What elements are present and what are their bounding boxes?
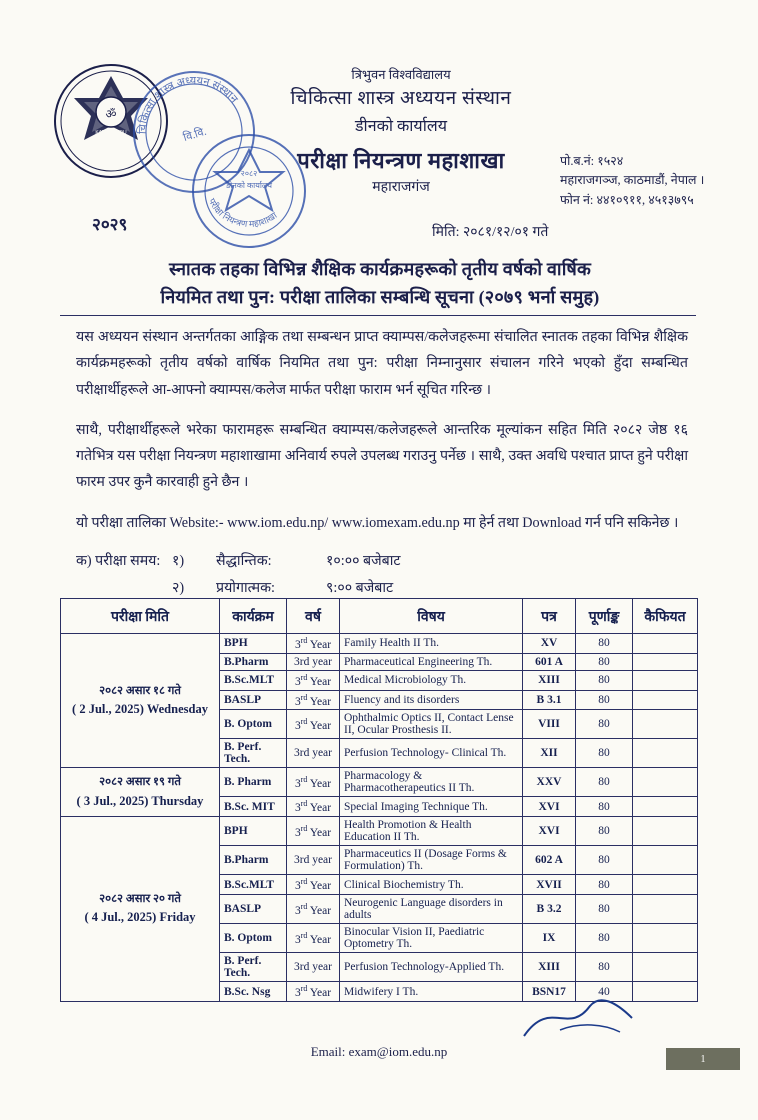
cell-program: BASLP xyxy=(220,895,287,924)
cell-full-marks: 80 xyxy=(576,817,633,846)
cell-paper: XV xyxy=(523,634,576,654)
svg-text:KATHMANDU: KATHMANDU xyxy=(95,130,127,136)
cell-program: B. Perf. Tech. xyxy=(220,739,287,768)
table-head xyxy=(61,599,698,634)
cell-program: B.Sc.MLT xyxy=(220,875,287,895)
cell-paper: 601 A xyxy=(523,653,576,670)
exam-date-cell xyxy=(61,817,220,1002)
table-header-row xyxy=(61,599,698,634)
cell-full-marks: 80 xyxy=(576,953,633,982)
cell-paper: B 3.2 xyxy=(523,895,576,924)
svg-text:चिकित्सा शास्त्र अध्ययन संस्था: चिकित्सा शास्त्र अध्ययन संस्थान xyxy=(136,74,240,135)
cell-subject: Perfusion Technology- Clinical Th. xyxy=(340,739,523,768)
cell-program: B. Optom xyxy=(220,924,287,953)
cell-year: 3rd year xyxy=(287,739,340,768)
cell-year: 3rd Year xyxy=(287,895,340,924)
cell-year: 3rd year xyxy=(287,846,340,875)
cell-subject: Medical Microbiology Th. xyxy=(340,670,523,690)
cell-remarks xyxy=(633,768,698,797)
table-body xyxy=(61,634,698,1002)
cell-program: B. Optom xyxy=(220,710,287,739)
document-header xyxy=(0,0,758,250)
cell-program: BPH xyxy=(220,817,287,846)
place-name: महाराजगंज xyxy=(372,180,430,196)
cell-full-marks: 80 xyxy=(576,924,633,953)
svg-text:वि.वि.: वि.वि. xyxy=(181,125,208,145)
svg-text:२०८२: २०८२ xyxy=(240,169,258,178)
cell-paper: XIII xyxy=(523,953,576,982)
exam-date-nepali: २०८२ असार १८ गते xyxy=(99,684,181,697)
cell-year: 3rd Year xyxy=(287,670,340,690)
header-titles xyxy=(236,66,566,198)
page-number-badge: 1 xyxy=(666,1048,740,1070)
cell-year: 3rd Year xyxy=(287,797,340,817)
seal-year: २०२९ xyxy=(92,215,128,234)
cell-full-marks: 80 xyxy=(576,670,633,690)
exam-date-english: ( 3 Jul., 2025) Thursday xyxy=(76,793,204,808)
svg-text:ॐ: ॐ xyxy=(105,107,117,121)
cell-paper: XVI xyxy=(523,797,576,817)
cell-subject: Ophthalmic Optics II, Contact Lense II, Ocular Prosthesis II. xyxy=(340,710,523,739)
cell-remarks xyxy=(633,846,698,875)
cell-subject: Fluency and its disorders xyxy=(340,690,523,710)
university-name: त्रिभुवन विश्वविद्यालय xyxy=(351,67,451,82)
cell-full-marks: 80 xyxy=(576,634,633,654)
th-remarks: कैफियत xyxy=(633,599,698,634)
cell-paper: B 3.1 xyxy=(523,690,576,710)
cell-program: B. Pharm xyxy=(220,768,287,797)
cell-remarks xyxy=(633,982,698,1002)
cell-year: 3rd year xyxy=(287,953,340,982)
cell-year: 3rd Year xyxy=(287,634,340,654)
cell-remarks xyxy=(633,797,698,817)
table-row xyxy=(61,634,698,654)
cell-remarks xyxy=(633,670,698,690)
cell-program: B.Sc.MLT xyxy=(220,670,287,690)
cell-paper: BSN17 xyxy=(523,982,576,1002)
exam-time-value-2: ९:०० बजेबाट xyxy=(326,579,394,596)
cell-paper: XIII xyxy=(523,670,576,690)
cell-remarks xyxy=(633,690,698,710)
cell-program: BASLP xyxy=(220,690,287,710)
cell-remarks xyxy=(633,817,698,846)
footer-email: Email: exam@iom.edu.np xyxy=(310,1044,448,1059)
cell-year: 3rd Year xyxy=(287,982,340,1002)
table-row xyxy=(61,817,698,846)
exam-date-nepali: २०८२ असार २० गते xyxy=(99,893,181,906)
cell-program: B.Pharm xyxy=(220,846,287,875)
cell-year: 3rd year xyxy=(287,653,340,670)
page-title-line-2: नियमित तथा पुन: परीक्षा तालिका सम्बन्धि सूचना (२०७९ भर्ना समुह) xyxy=(160,286,600,307)
cell-paper: 602 A xyxy=(523,846,576,875)
cell-remarks xyxy=(633,653,698,670)
cell-full-marks: 80 xyxy=(576,895,633,924)
cell-subject: Family Health II Th. xyxy=(340,634,523,654)
exam-time-value-1: १०:०० बजेबाट xyxy=(326,553,401,569)
title-divider xyxy=(60,315,696,316)
exam-time-num-1: १) xyxy=(172,553,185,569)
exam-date-english: ( 4 Jul., 2025) Friday xyxy=(84,910,196,925)
cell-year: 3rd Year xyxy=(287,768,340,797)
cell-paper: VIII xyxy=(523,710,576,739)
page-title xyxy=(60,256,700,316)
signature-icon xyxy=(520,992,640,1046)
exam-date-english: ( 2 Jul., 2025) Wednesday xyxy=(72,701,208,716)
cell-subject: Pharmaceutical Engineering Th. xyxy=(340,653,523,670)
cell-remarks xyxy=(633,875,698,895)
cell-subject: Pharmacology & Pharmacotherapeutics II Th. xyxy=(340,768,523,797)
cell-program: B.Pharm xyxy=(220,653,287,670)
cell-full-marks: 80 xyxy=(576,797,633,817)
paragraph-1: यस अध्ययन संस्थान अन्तर्गतका आङ्गिक तथा सम्बन्धन प्राप्त क्याम्पस/कलेजहरूमा संचालित स्नातक तहका विभिन्न शैक्षिक कार्यक्रमहरूको तृतीय वर्षको वार्षिक नियमित तथा पुन: परीक्षा निम्नानुसार संचालन गरिने भएको हुँदा सम्बन्धित परीक्षार्थीहरूले आ-आफ्नो क्याम्पस/कलेज मार्फत परीक्षा फाराम भर्न सूचित गरिन्छ । xyxy=(76,329,688,398)
phone: फोन नं: ४४१०९११, ४५१३७९५ xyxy=(560,192,694,207)
address: महाराजगञ्ज, काठमाडौं, नेपाल । xyxy=(560,173,705,188)
cell-year: 3rd Year xyxy=(287,924,340,953)
cell-subject: Special Imaging Technique Th. xyxy=(340,797,523,817)
cell-program: B.Sc. Nsg xyxy=(220,982,287,1002)
department-name: परीक्षा नियन्त्रण महाशाखा xyxy=(297,148,505,174)
cell-subject: Health Promotion & Health Education II Th. xyxy=(340,817,523,846)
cell-full-marks: 40 xyxy=(576,982,633,1002)
cell-year: 3rd Year xyxy=(287,817,340,846)
paragraph-2: साथै, परीक्षार्थीहरूले भरेका फारामहरू सम्बन्धित क्याम्पस/कलेजहरूले आन्तरिक मूल्यांकन सहित मिति २०८२ जेष्ठ १६ गतेभित्र यस परीक्षा नियन्त्रण महाशाखामा अनिवार्य रुपले उपलब्ध गराउनु पर्नेछ । साथै, उक्त अवधि पश्चात प्राप्त हुने परीक्षा फारम उपर कुनै कारवाही हुने छैन । xyxy=(76,421,688,491)
document-date: मिति: २०८१/१२/०१ गते xyxy=(432,225,549,240)
cell-remarks xyxy=(633,924,698,953)
cell-paper: XII xyxy=(523,739,576,768)
cell-full-marks: 80 xyxy=(576,768,633,797)
office-name: डीनको कार्यालय xyxy=(354,118,447,136)
page-title-line-1: स्नातक तहका विभिन्न शैक्षिक कार्यक्रमहरूको तृतीय वर्षको वार्षिक xyxy=(168,259,592,279)
cell-remarks xyxy=(633,634,698,654)
cell-paper: XVII xyxy=(523,875,576,895)
th-paper: पत्र xyxy=(523,599,576,634)
cell-full-marks: 80 xyxy=(576,710,633,739)
cell-year: 3rd Year xyxy=(287,690,340,710)
cell-subject: Neurogenic Language disorders in adults xyxy=(340,895,523,924)
institute-name: चिकित्सा शास्त्र अध्ययन संस्थान xyxy=(290,88,512,110)
cell-full-marks: 80 xyxy=(576,739,633,768)
exam-time-label: क) परीक्षा समय: xyxy=(76,553,161,569)
cell-paper: XVI xyxy=(523,817,576,846)
cell-program: B. Perf. Tech. xyxy=(220,953,287,982)
cell-full-marks: 80 xyxy=(576,875,633,895)
exam-date-nepali: २०८२ असार १९ गते xyxy=(99,776,181,789)
cell-remarks xyxy=(633,895,698,924)
cell-program: B.Sc. MIT xyxy=(220,797,287,817)
exam-time-num-2: २) xyxy=(172,579,185,596)
cell-year: 3rd Year xyxy=(287,710,340,739)
cell-program: BPH xyxy=(220,634,287,654)
cell-subject: Perfusion Technology-Applied Th. xyxy=(340,953,523,982)
cell-full-marks: 80 xyxy=(576,690,633,710)
exam-time-type-2: प्रयोगात्मक: xyxy=(216,579,275,596)
cell-remarks xyxy=(633,953,698,982)
svg-text:परीक्षा नियन्त्रण महाशाखा: परीक्षा नियन्त्रण महाशाखा xyxy=(206,196,279,229)
paragraph-3: यो परीक्षा तालिका Website:- www.iom.edu.np/ www.iomexam.edu.np मा हेर्न तथा Download गर्न पनि सकिनेछ । xyxy=(76,514,679,531)
cell-paper: IX xyxy=(523,924,576,953)
cell-year: 3rd Year xyxy=(287,875,340,895)
contact-block xyxy=(560,152,704,210)
th-date: परीक्षा मिति xyxy=(61,599,220,634)
cell-paper: XXV xyxy=(523,768,576,797)
cell-remarks xyxy=(633,739,698,768)
exam-date-cell xyxy=(61,634,220,768)
notice-body xyxy=(76,324,688,550)
cell-subject: Midwifery I Th. xyxy=(340,982,523,1002)
po-box: पो.ब.नं: १५२४ xyxy=(560,154,624,168)
table-row xyxy=(61,768,698,797)
cell-subject: Clinical Biochemistry Th. xyxy=(340,875,523,895)
cell-full-marks: 80 xyxy=(576,653,633,670)
svg-text:NEPAL: NEPAL xyxy=(102,137,120,143)
th-year: वर्ष xyxy=(287,599,340,634)
exam-schedule-table xyxy=(60,598,698,1002)
cell-subject: Pharmaceutics II (Dosage Forms & Formulation) Th. xyxy=(340,846,523,875)
cell-full-marks: 80 xyxy=(576,846,633,875)
cell-remarks xyxy=(633,710,698,739)
svg-text:डीनको कार्यालय: डीनको कार्यालय xyxy=(226,181,272,190)
exam-time-type-1: सैद्धान्तिक: xyxy=(216,553,272,569)
th-subject: विषय xyxy=(340,599,523,634)
th-fullmarks: पूर्णाङ्क xyxy=(576,599,633,634)
th-program: कार्यक्रम xyxy=(220,599,287,634)
cell-subject: Binocular Vision II, Paediatric Optometry Th. xyxy=(340,924,523,953)
exam-time-block xyxy=(76,548,688,602)
exam-date-cell xyxy=(61,768,220,817)
